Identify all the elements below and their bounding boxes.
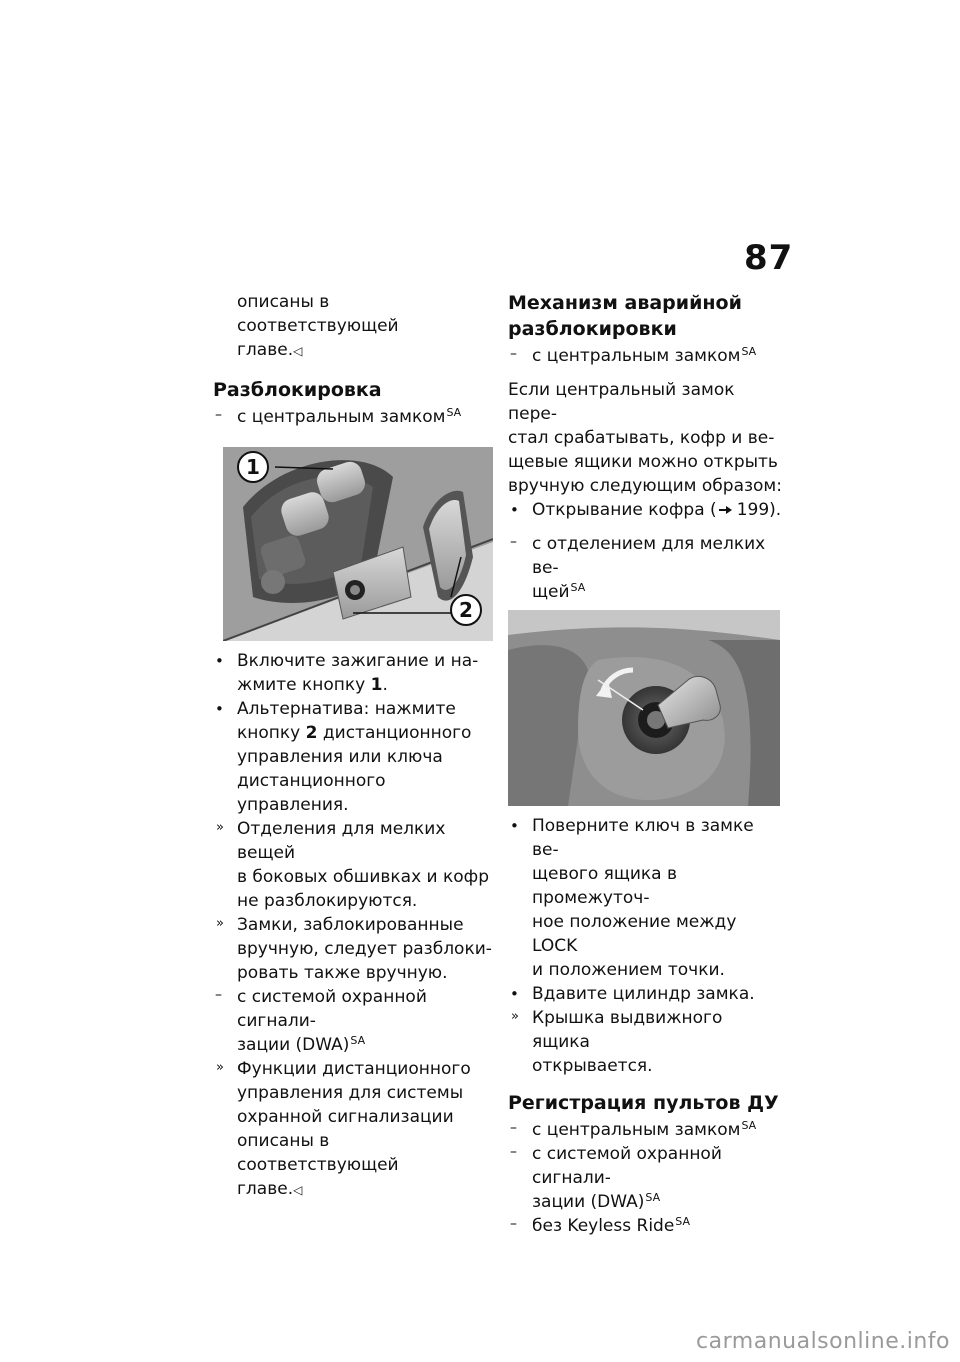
left-column — [213, 290, 495, 1202]
result-arrow-icon: » — [216, 916, 224, 931]
result-arrow-icon: » — [216, 820, 224, 835]
callout-1: 1 — [246, 455, 260, 479]
page-reference-link[interactable]: 199 — [736, 500, 770, 520]
section-heading-unlock: Разблокировка — [213, 379, 382, 401]
result-arrow-icon: » — [216, 1060, 224, 1075]
condition-no-keyless: – без Keyless Ride$^{SA}$ — [508, 1214, 783, 1238]
condition-dwa: – с системой охранной сигнали- зации (DWA)$^{SA}$ — [508, 1142, 783, 1214]
emergency-paragraph: Если центральный замок пере- стал срабатывать, кофр и ве- щевые ящики можно открыть вручную следующим образом: — [508, 380, 782, 496]
dash-icon: – — [215, 407, 222, 423]
dash-icon: – — [510, 534, 517, 550]
condition-central-lock: – с центральным замком$^{SA}$ — [508, 1118, 783, 1142]
result-manual-locks: » Замки, заблокированные вручную, следует разблоки- ровать также вручную. — [213, 913, 495, 985]
handlebar-switch-photo — [223, 447, 493, 641]
result-dwa-functions: » Функции дистанционного управления для системы охранной сигнализации описаны в соответствующей главе.◁ — [213, 1057, 495, 1202]
footer-watermark: carmanualsonline.info — [696, 1329, 950, 1354]
result-arrow-icon: » — [511, 1009, 519, 1024]
right-column — [508, 290, 783, 1238]
page-reference-arrow-icon — [719, 505, 733, 515]
bullet-ignition: • Включите зажигание и на- жмите кнопку 1. — [215, 651, 479, 695]
page-number: 87 — [744, 238, 794, 278]
section-heading-remote-registration: Регистрация пультов ДУ — [508, 1092, 779, 1114]
bullet-icon: • — [510, 985, 519, 1003]
intro-text: описаны в соответствующей главе.◁ — [237, 292, 399, 360]
condition-dwa: – с системой охранной сигнали- зации (DWA)$^{SA}$ — [213, 985, 495, 1057]
dash-icon: – — [510, 1120, 517, 1136]
bullet-icon: • — [215, 652, 224, 670]
end-mark-icon: ◁ — [293, 1183, 303, 1197]
bullet-icon: • — [510, 817, 519, 835]
condition-central-lock: – с центральным замком$^{SA}$ — [213, 405, 495, 429]
end-mark-icon: ◁ — [293, 344, 303, 358]
condition-central-lock: – с центральным замком$^{SA}$ — [508, 344, 783, 368]
bullet-icon: • — [510, 501, 519, 519]
compartment-lock-photo — [508, 610, 780, 806]
result-drawer-opens: » Крышка выдвижного ящика открывается. — [508, 1006, 783, 1078]
bullet-alternative: • Альтернатива: нажмите кнопку 2 дистанционного управления или ключа дистанционного управления. — [215, 699, 472, 815]
bullet-press-cylinder: • Вдавите цилиндр замка. — [510, 984, 755, 1004]
section-heading-emergency: Механизм аварийной разблокировки — [508, 292, 742, 340]
dash-icon: – — [510, 1144, 517, 1160]
dash-icon: – — [215, 987, 222, 1003]
dash-icon: – — [510, 1216, 517, 1232]
callout-2: 2 — [459, 598, 473, 622]
bullet-open-case: • Открывание кофра ( 199). — [510, 500, 782, 520]
result-compartments: » Отделения для мелких вещей в боковых обшивках и кофр не разблокируются. — [213, 817, 495, 913]
bullet-icon: • — [215, 700, 224, 718]
dash-icon: – — [510, 346, 517, 362]
condition-small-compartment: – с отделением для мелких ве- щей$^{SA}$ — [508, 532, 783, 604]
bullet-turn-key: • Поверните ключ в замке ве- щевого ящика в промежуточ- ное положение между LOCK и положением точки. — [510, 816, 754, 980]
